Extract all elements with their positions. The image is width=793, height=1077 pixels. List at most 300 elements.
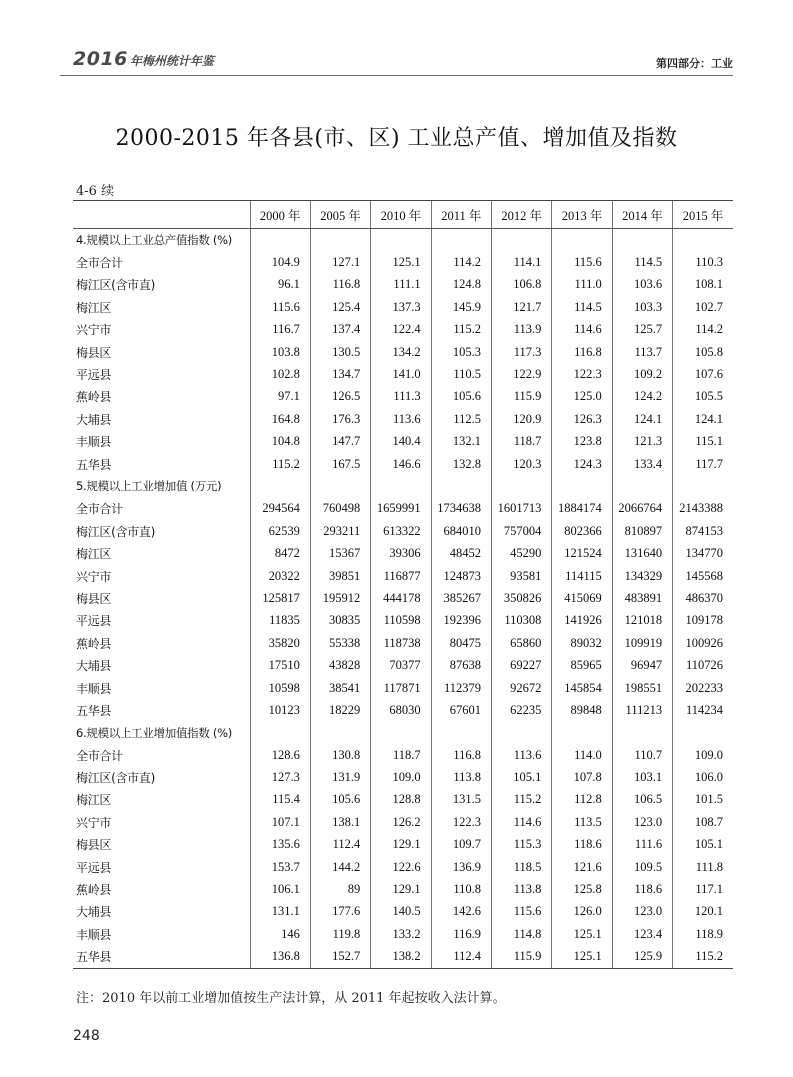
table-cell: 131.9 xyxy=(310,766,370,788)
table-cell: 35820 xyxy=(250,632,310,654)
table-cell: 127.1 xyxy=(310,251,370,273)
table-cell: 110.5 xyxy=(431,363,491,385)
table-cell: 118.7 xyxy=(371,744,431,766)
table-cell: 123.0 xyxy=(612,901,672,923)
table-cell xyxy=(673,722,733,744)
table-cell: 114.8 xyxy=(492,923,552,945)
table-cell: 115.2 xyxy=(250,453,310,475)
table-cell: 141.0 xyxy=(371,363,431,385)
table-cell: 111.3 xyxy=(371,386,431,408)
table-cell: 110308 xyxy=(492,610,552,632)
table-cell: 145.9 xyxy=(431,296,491,318)
table-cell: 45290 xyxy=(492,542,552,564)
table-cell: 126.5 xyxy=(310,386,370,408)
table-cell: 107.1 xyxy=(250,811,310,833)
table-cell: 124.3 xyxy=(552,453,612,475)
table-cell: 202233 xyxy=(673,677,733,699)
table-cell: 117.7 xyxy=(673,453,733,475)
table-cell: 116.8 xyxy=(552,341,612,363)
section-title: 6.规模以上工业增加值指数 (%) xyxy=(76,725,232,740)
table-cell: 350826 xyxy=(492,587,552,609)
table-cell: 112.8 xyxy=(552,789,612,811)
table-cell xyxy=(431,229,491,252)
region-label: 全市合计 xyxy=(76,256,123,271)
table-cell: 102.7 xyxy=(673,296,733,318)
table-cell: 123.4 xyxy=(612,923,672,945)
table-cell: 129.1 xyxy=(371,878,431,900)
table-cell: 87638 xyxy=(431,654,491,676)
table-cell: 121524 xyxy=(552,542,612,564)
region-label: 丰顺县 xyxy=(76,681,112,696)
table-cell: 167.5 xyxy=(310,453,370,475)
table-row xyxy=(73,923,733,945)
region-label: 梅江区 xyxy=(76,300,112,315)
region-label: 平远县 xyxy=(76,368,112,383)
table-cell: 153.7 xyxy=(250,856,310,878)
table-row xyxy=(73,946,733,969)
table-cell: 144.2 xyxy=(310,856,370,878)
table-cell: 96.1 xyxy=(250,274,310,296)
table-row xyxy=(73,811,733,833)
table-cell: 121.7 xyxy=(492,296,552,318)
table-cell xyxy=(552,229,612,252)
table-cell: 110598 xyxy=(371,610,431,632)
table-cell: 109.7 xyxy=(431,834,491,856)
region-label: 梅江区(含市直) xyxy=(76,771,155,786)
table-cell: 415069 xyxy=(552,587,612,609)
table-cell: 130.8 xyxy=(310,744,370,766)
table-row xyxy=(73,274,733,296)
region-label: 平远县 xyxy=(76,614,112,629)
table-cell: 39306 xyxy=(371,542,431,564)
column-header: 2005 年 xyxy=(310,201,370,229)
table-cell: 115.6 xyxy=(552,251,612,273)
table-cell: 760498 xyxy=(310,498,370,520)
table-cell: 114.5 xyxy=(552,296,612,318)
table-cell: 122.3 xyxy=(431,811,491,833)
table-cell: 192396 xyxy=(431,610,491,632)
table-cell: 147.7 xyxy=(310,431,370,453)
table-cell: 110.3 xyxy=(673,251,733,273)
table-cell: 125817 xyxy=(250,587,310,609)
table-cell: 125.0 xyxy=(552,386,612,408)
table-cell: 122.3 xyxy=(552,363,612,385)
table-cell: 106.0 xyxy=(673,766,733,788)
part-label: 第四部分：工业 xyxy=(656,57,733,70)
table-cell: 107.8 xyxy=(552,766,612,788)
table-cell: 114.5 xyxy=(612,251,672,273)
table-cell: 109.0 xyxy=(673,744,733,766)
table-cell: 115.2 xyxy=(431,319,491,341)
table-cell xyxy=(371,229,431,252)
table-cell xyxy=(492,229,552,252)
table-cell: 103.3 xyxy=(612,296,672,318)
table-cell: 132.1 xyxy=(431,431,491,453)
table-cell: 108.1 xyxy=(673,274,733,296)
table-cell: 195912 xyxy=(310,587,370,609)
table-cell: 113.5 xyxy=(552,811,612,833)
table-cell: 124.2 xyxy=(612,386,672,408)
table-cell: 101.5 xyxy=(673,789,733,811)
table-cell: 613322 xyxy=(371,520,431,542)
region-label: 平远县 xyxy=(76,860,112,875)
table-row xyxy=(73,677,733,699)
region-label: 蕉岭县 xyxy=(76,883,112,898)
table-row xyxy=(73,654,733,676)
table-cell xyxy=(552,722,612,744)
table-cell: 133.4 xyxy=(612,453,672,475)
table-cell: 108.7 xyxy=(673,811,733,833)
section-header-row xyxy=(73,722,733,744)
table-cell: 69227 xyxy=(492,654,552,676)
table-cell: 112.4 xyxy=(310,834,370,856)
table-cell: 114.6 xyxy=(552,319,612,341)
table-cell: 115.4 xyxy=(250,789,310,811)
table-row xyxy=(73,878,733,900)
table-cell xyxy=(612,475,672,497)
table-cell xyxy=(431,722,491,744)
table-cell: 117.3 xyxy=(492,341,552,363)
table-cell: 113.9 xyxy=(492,319,552,341)
table-cell: 122.4 xyxy=(371,319,431,341)
table-row xyxy=(73,498,733,520)
table-cell xyxy=(310,229,370,252)
table-cell: 294564 xyxy=(250,498,310,520)
table-cell xyxy=(310,475,370,497)
table-cell: 55338 xyxy=(310,632,370,654)
table-cell: 483891 xyxy=(612,587,672,609)
region-label: 全市合计 xyxy=(76,502,123,517)
region-label: 梅江区(含市直) xyxy=(76,524,155,539)
table-row xyxy=(73,766,733,788)
region-label: 兴宁市 xyxy=(76,569,112,584)
table-cell: 17510 xyxy=(250,654,310,676)
region-label: 五华县 xyxy=(76,703,112,718)
table-cell: 114.2 xyxy=(431,251,491,273)
region-label: 全市合计 xyxy=(76,748,123,763)
region-label: 丰顺县 xyxy=(76,927,112,942)
table-row xyxy=(73,431,733,453)
table-header xyxy=(73,201,733,229)
table-cell: 97.1 xyxy=(250,386,310,408)
table-cell: 70377 xyxy=(371,654,431,676)
table-cell: 124.1 xyxy=(673,408,733,430)
header-divider xyxy=(60,75,733,76)
table-cell: 105.6 xyxy=(431,386,491,408)
table-cell xyxy=(431,475,491,497)
table-cell: 113.8 xyxy=(492,878,552,900)
region-label: 梅江区(含市直) xyxy=(76,278,155,293)
region-label: 梅县区 xyxy=(76,345,112,360)
table-cell: 105.1 xyxy=(673,834,733,856)
table-cell: 385267 xyxy=(431,587,491,609)
table-cell: 89032 xyxy=(552,632,612,654)
table-cell: 107.6 xyxy=(673,363,733,385)
region-label: 梅县区 xyxy=(76,838,112,853)
table-cell: 134770 xyxy=(673,542,733,564)
table-cell: 293211 xyxy=(310,520,370,542)
table-cell: 130.5 xyxy=(310,341,370,363)
table-cell: 62235 xyxy=(492,699,552,721)
region-label: 五华县 xyxy=(73,946,250,969)
table-cell: 109919 xyxy=(612,632,672,654)
region-label: 蕉岭县 xyxy=(76,636,112,651)
section-title: 4.规模以上工业总产值指数 (%) xyxy=(76,233,232,248)
table-cell: 115.6 xyxy=(492,901,552,923)
table-cell: 93581 xyxy=(492,565,552,587)
column-header: 2000 年 xyxy=(250,201,310,229)
table-cell: 118.7 xyxy=(492,431,552,453)
table-cell: 118.6 xyxy=(612,878,672,900)
table-cell: 126.0 xyxy=(552,901,612,923)
table-cell: 112.5 xyxy=(431,408,491,430)
table-cell: 39851 xyxy=(310,565,370,587)
table-cell: 118738 xyxy=(371,632,431,654)
region-label: 大埔县 xyxy=(76,659,112,674)
table-cell: 123.8 xyxy=(552,431,612,453)
table-cell: 132.8 xyxy=(431,453,491,475)
table-row xyxy=(73,834,733,856)
region-label: 兴宁市 xyxy=(76,815,112,830)
table-cell: 15367 xyxy=(310,542,370,564)
table-row xyxy=(73,610,733,632)
table-cell: 105.5 xyxy=(673,386,733,408)
table-cell: 104.8 xyxy=(250,431,310,453)
table-cell: 105.6 xyxy=(310,789,370,811)
table-cell: 134.7 xyxy=(310,363,370,385)
table-cell: 106.5 xyxy=(612,789,672,811)
table-cell: 138.1 xyxy=(310,811,370,833)
table-cell: 109.0 xyxy=(371,766,431,788)
table-cell: 1884174 xyxy=(552,498,612,520)
table-cell: 106.1 xyxy=(250,878,310,900)
table-cell: 121.6 xyxy=(552,856,612,878)
region-label: 大埔县 xyxy=(76,905,112,920)
table-row xyxy=(73,319,733,341)
table-row xyxy=(73,386,733,408)
table-cell: 92672 xyxy=(492,677,552,699)
table-cell: 117871 xyxy=(371,677,431,699)
table-cell: 142.6 xyxy=(431,901,491,923)
table-cell: 131640 xyxy=(612,542,672,564)
table-cell: 134.2 xyxy=(371,341,431,363)
table-cell xyxy=(371,722,431,744)
region-label: 兴宁市 xyxy=(76,323,112,338)
table-cell: 102.8 xyxy=(250,363,310,385)
table-cell: 8472 xyxy=(250,542,310,564)
table-body xyxy=(73,229,733,969)
table-cell: 105.3 xyxy=(431,341,491,363)
table-row xyxy=(73,251,733,273)
table-cell xyxy=(250,475,310,497)
table-cell: 122.6 xyxy=(371,856,431,878)
table-cell: 116.9 xyxy=(431,923,491,945)
table-cell: 125.8 xyxy=(552,878,612,900)
table-cell: 120.1 xyxy=(673,901,733,923)
table-cell: 176.3 xyxy=(310,408,370,430)
table-cell: 136.9 xyxy=(431,856,491,878)
table-cell: 145854 xyxy=(552,677,612,699)
table-cell: 124873 xyxy=(431,565,491,587)
table-cell: 2143388 xyxy=(673,498,733,520)
table-cell: 140.4 xyxy=(371,431,431,453)
table-row xyxy=(73,789,733,811)
table-cell: 136.8 xyxy=(250,946,310,969)
region-label: 蕉岭县 xyxy=(76,390,112,405)
table-cell: 125.9 xyxy=(612,946,672,969)
table-row xyxy=(73,632,733,654)
table-cell: 124.8 xyxy=(431,274,491,296)
table-cell: 119.8 xyxy=(310,923,370,945)
running-header xyxy=(73,48,733,78)
table-cell xyxy=(250,229,310,252)
column-header: 2012 年 xyxy=(492,201,552,229)
table-cell: 131.5 xyxy=(431,789,491,811)
table-cell: 2066764 xyxy=(612,498,672,520)
table-cell: 121.3 xyxy=(612,431,672,453)
table-cell: 100926 xyxy=(673,632,733,654)
table-cell: 486370 xyxy=(673,587,733,609)
table-cell: 120.3 xyxy=(492,453,552,475)
table-cell: 89 xyxy=(310,878,370,900)
table-cell: 125.7 xyxy=(612,319,672,341)
table-row xyxy=(73,565,733,587)
column-header: 2014 年 xyxy=(612,201,672,229)
page-title: 2000-2015 年各县(市、区) 工业总产值、增加值及指数 xyxy=(115,126,678,151)
table-cell xyxy=(492,475,552,497)
table-cell: 122.9 xyxy=(492,363,552,385)
section-header-row xyxy=(73,475,733,497)
table-cell: 111.0 xyxy=(552,274,612,296)
table-cell: 135.6 xyxy=(250,834,310,856)
table-cell: 113.8 xyxy=(431,766,491,788)
table-cell: 133.2 xyxy=(371,923,431,945)
region-label: 梅江区 xyxy=(76,547,112,562)
table-row xyxy=(73,363,733,385)
table-cell: 80475 xyxy=(431,632,491,654)
table-cell: 125.4 xyxy=(310,296,370,318)
table-row xyxy=(73,341,733,363)
table-cell: 43828 xyxy=(310,654,370,676)
table-cell: 115.2 xyxy=(673,946,733,969)
table-cell: 114115 xyxy=(552,565,612,587)
header-row xyxy=(73,201,733,229)
table-cell: 115.6 xyxy=(250,296,310,318)
region-label: 大埔县 xyxy=(76,412,112,427)
table-cell: 110.8 xyxy=(431,878,491,900)
table-cell: 105.1 xyxy=(492,766,552,788)
footnote: 注：2010 年以前工业增加值按生产法计算，从 2011 年起按收入法计算。 xyxy=(76,991,506,1006)
table-cell: 129.1 xyxy=(371,834,431,856)
table-cell: 110726 xyxy=(673,654,733,676)
table-cell: 198551 xyxy=(612,677,672,699)
table-cell: 810897 xyxy=(612,520,672,542)
column-header xyxy=(73,201,250,229)
table-cell: 118.5 xyxy=(492,856,552,878)
table-cell: 18229 xyxy=(310,699,370,721)
table-cell: 85965 xyxy=(552,654,612,676)
table-row xyxy=(73,520,733,542)
table-cell: 124.1 xyxy=(612,408,672,430)
table-cell: 114234 xyxy=(673,699,733,721)
table-cell: 121018 xyxy=(612,610,672,632)
table-cell: 120.9 xyxy=(492,408,552,430)
table-row xyxy=(73,901,733,923)
table-cell: 128.8 xyxy=(371,789,431,811)
table-cell: 684010 xyxy=(431,520,491,542)
table-cell: 126.2 xyxy=(371,811,431,833)
table-cell: 110.7 xyxy=(612,744,672,766)
table-cell xyxy=(250,722,310,744)
table-cell: 114.1 xyxy=(492,251,552,273)
table-cell: 111213 xyxy=(612,699,672,721)
table-cell: 112379 xyxy=(431,677,491,699)
table-cell xyxy=(612,229,672,252)
table-cell: 10598 xyxy=(250,677,310,699)
table-row xyxy=(73,699,733,721)
table-cell xyxy=(552,475,612,497)
section-title: 5.规模以上工业增加值 (万元) xyxy=(76,479,222,494)
region-label: 梅县区 xyxy=(76,591,112,606)
yearbook-title xyxy=(73,48,214,70)
table-cell: 38541 xyxy=(310,677,370,699)
table-cell: 30835 xyxy=(310,610,370,632)
table-cell: 116.8 xyxy=(431,744,491,766)
column-header: 2015 年 xyxy=(673,201,733,229)
table-row xyxy=(73,587,733,609)
section-header-row xyxy=(73,229,733,252)
table-cell: 444178 xyxy=(371,587,431,609)
table-cell: 115.9 xyxy=(492,946,552,969)
data-table xyxy=(73,200,733,969)
table-cell: 116877 xyxy=(371,565,431,587)
table-cell: 109.2 xyxy=(612,363,672,385)
table-cell: 116.8 xyxy=(310,274,370,296)
table-cell xyxy=(371,475,431,497)
yearbook-year: 2016 xyxy=(73,48,128,70)
table-cell: 152.7 xyxy=(310,946,370,969)
table-cell: 114.0 xyxy=(552,744,612,766)
table-cell: 106.8 xyxy=(492,274,552,296)
table-cell: 104.9 xyxy=(250,251,310,273)
region-label: 梅江区 xyxy=(76,793,112,808)
table-cell: 68030 xyxy=(371,699,431,721)
page-number: 248 xyxy=(73,1028,100,1044)
table-row xyxy=(73,744,733,766)
table-cell: 103.1 xyxy=(612,766,672,788)
table-cell: 65860 xyxy=(492,632,552,654)
table-cell: 134329 xyxy=(612,565,672,587)
table-cell: 115.3 xyxy=(492,834,552,856)
table-cell: 114.6 xyxy=(492,811,552,833)
table-cell: 118.9 xyxy=(673,923,733,945)
table-cell: 127.3 xyxy=(250,766,310,788)
table-cell: 146 xyxy=(250,923,310,945)
table-cell: 126.3 xyxy=(552,408,612,430)
table-cell: 111.1 xyxy=(371,274,431,296)
table-cell: 117.1 xyxy=(673,878,733,900)
column-header: 2013 年 xyxy=(552,201,612,229)
table-cell: 89848 xyxy=(552,699,612,721)
table-cell: 103.6 xyxy=(612,274,672,296)
table-cell: 1601713 xyxy=(492,498,552,520)
column-header: 2011 年 xyxy=(431,201,491,229)
table-cell: 109178 xyxy=(673,610,733,632)
table-cell: 123.0 xyxy=(612,811,672,833)
table-cell xyxy=(673,229,733,252)
table-cell: 113.6 xyxy=(371,408,431,430)
table-code: 4-6 续 xyxy=(76,184,115,199)
